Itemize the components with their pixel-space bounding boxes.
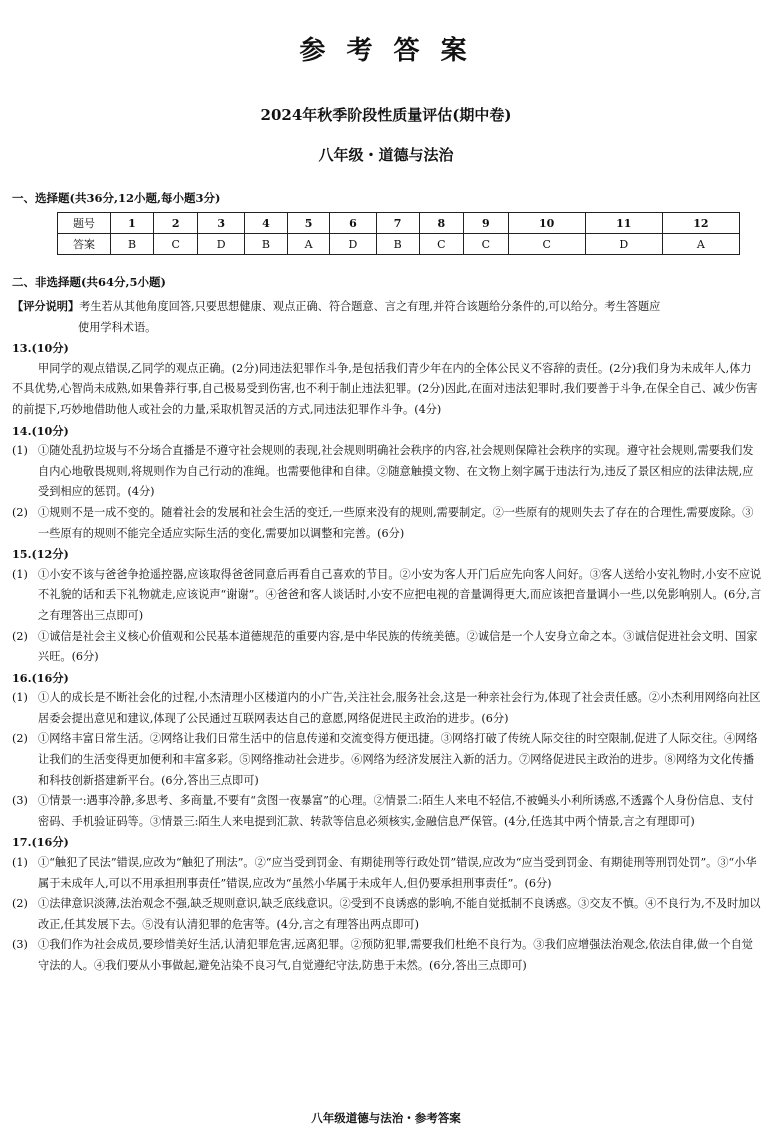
page-title: 参 考 答 案 (299, 36, 473, 66)
table-cell: 11 (585, 213, 662, 234)
question-17-part-1: (1) ①“触犯了民法”错误,应改为“触犯了刑法”。②“应当受到罚金、有期徒刑等行政处罚”错误,应改为“应当受到罚金、有期徒刑等刑罚处罚”。③“小华属于未成年人,可以不用承担刑事责任”错误,应改为“虽然小华属于未成年人,但仍要承担刑事责任”。(6分) (12, 856, 757, 890)
question-17-part-2: (2) ①法律意识淡薄,法治观念不强,缺乏规则意识,缺乏底线意识。②受到不良诱惑的影响,不能自觉抵制不良诱惑。③交友不慎。④不良行为,不及时加以改正,任其发展下去。⑤没有认清犯罪的危害等。(4分,言之有理答出两点即可) (12, 897, 761, 931)
table-cell: A (662, 234, 739, 255)
table-cell: D (330, 234, 376, 255)
table-cell: 12 (662, 213, 739, 234)
question-13-heading: 13.(10分) (12, 341, 69, 356)
table-row (58, 234, 740, 255)
table-cell: 4 (244, 213, 287, 234)
table-cell: C (419, 234, 464, 255)
table-cell: C (153, 234, 198, 255)
question-14-part-2: (2) ①规则不是一成不变的。随着社会的发展和社会生活的变迁,一些原来没有的规则,需要制定。②一些原有的规则失去了存在的合理性,需要废除。③一些原有的规则不能完全适应实际生活的变化,需要加以调整和完善。(6分) (12, 505, 754, 540)
question-17-heading: 17.(16分) (12, 835, 69, 850)
table-cell: 8 (419, 213, 464, 234)
table-cell: 2 (153, 213, 198, 234)
exam-subtitle: 2024年秋季阶段性质量评估(期中卷) (260, 106, 512, 124)
question-14-heading: 14.(10分) (12, 423, 69, 438)
page-footer: 八年级道德与法治・参考答案 (311, 1111, 461, 1125)
table-cell: A (287, 234, 329, 255)
section-heading-choice: 一、选择题(共36分,12小题,每小题3分) (12, 191, 221, 205)
table-cell: C (508, 234, 585, 255)
question-16-part-1: (1) ①人的成长是不断社会化的过程,小杰清理小区楼道内的小广告,关注社会,服务社会,这是一种亲社会行为,体现了社会责任感。②小杰利用网络向社区居委会提出意见和建议,体现了公民通过互联网表达自己的意愿,网络促进民主政治的进步。(6分) (12, 691, 761, 725)
table-cell: B (376, 234, 419, 255)
table-cell: B (244, 234, 287, 255)
table-cell: D (585, 234, 662, 255)
question-15-part-2: (2) ①诚信是社会主义核心价值观和公民基本道德规范的重要内容,是中华民族的传统美德。②诚信是一个人安身立命之本。③诚信促进社会文明、国家兴旺。(6分) (12, 629, 758, 664)
question-17-part-3: (3) ①我们作为社会成员,要珍惜美好生活,认清犯罪危害,远离犯罪。②预防犯罪,需要我们杜绝不良行为。③我们应增强法治观念,依法自律,做一个自觉守法的人。④我们要从小事做起,避免沾染不良习气,自觉遵纪守法,防患于未然。(6分,答出三点即可) (12, 938, 753, 972)
question-15-part-1: (1) ①小安不该与爸爸争抢遥控器,应该取得爸爸同意后再看自己喜欢的节目。②小安为客人开门后应先向客人问好。③客人送给小安礼物时,小安不应说不礼貌的话和丢下礼物就走,应该说声“谢谢”。④爸爸和客人谈话时,小安不应把电视的音量调得更大,而应该把音量调小一些,以免影响别人。(6分,言之有理答出三点即可) (12, 567, 762, 622)
scoring-note (12, 296, 762, 318)
scoring-note-continued: 使用学科术语。 (78, 320, 157, 334)
scoring-note-text: 考生若从其他角度回答,只要思想健康、观点正确、符合题意、言之有理,并符合该题给分条件的,可以给分。考生答题应 (79, 300, 661, 313)
table-cell: 6 (330, 213, 376, 234)
table-cell: 5 (287, 213, 329, 234)
table-cell: C (464, 234, 509, 255)
table-cell: 7 (376, 213, 419, 234)
grade-subject: 八年级・道德与法治 (318, 146, 454, 164)
table-cell: 10 (508, 213, 585, 234)
question-16-heading: 16.(16分) (12, 670, 69, 685)
question-16-part-3: (3) ①情景一:遇事冷静,多思考、多商量,不要有“贪图一夜暴富”的心理。②情景二:陌生人来电不轻信,不被蝇头小利所诱惑,不透露个人身份信息、支付密码、手机验证码等。③情景三:陌生人来电提到汇款、转款等信息必须核实,金融信息严保管。(4分,任选其中两个情景,言之有理即可) (12, 794, 754, 828)
table-cell: D (198, 234, 244, 255)
question-13-answer: 甲同学的观点错误,乙同学的观点正确。(2分)同违法犯罪作斗争,是包括我们青少年在内的全体公民义不容辞的责任。(2分)我们身为未成年人,体力不具优势,心智尚未成熟,如果鲁莽行事,自己极易受到伤害,也不利于制止违法犯罪。(2分)因此,在面对违法犯罪时,我们要善于斗争,在保全自己、减少伤害的前提下,巧妙地借助他人或社会的力量,采取机智灵活的方式,同违法犯罪作斗争。(4分) (12, 361, 758, 416)
table-row-label: 答案 (58, 234, 111, 255)
table-row-label: 题号 (58, 213, 111, 234)
section-heading-nonchoice: 二、非选择题(共64分,5小题) (12, 275, 166, 289)
question-15-heading: 15.(12分) (12, 547, 69, 562)
table-row (58, 213, 740, 234)
table-cell: B (111, 234, 154, 255)
table-cell: 9 (464, 213, 509, 234)
question-16-part-2: (2) ①网络丰富日常生活。②网络让我们日常生活中的信息传递和交流变得方便迅捷。③网络打破了传统人际交往的时空限制,促进了人际交往。④网络让我们的生活变得更加便利和丰富多彩。⑤网络推动社会进步。⑥网络为经济发展注入新的活力。⑦网络促进民主政治的进步。⑧网络为文化传播和科技创新搭建新平台。(6分,答出三点即可) (12, 732, 758, 787)
scoring-note-tag: 【评分说明】 (12, 299, 80, 313)
table-cell: 3 (198, 213, 244, 234)
answer-table (57, 212, 740, 255)
table-cell: 1 (111, 213, 154, 234)
answers-body (12, 296, 762, 977)
question-14-part-1: (1) ①随处乱扔垃圾与不分场合直播是不遵守社会规则的表现,社会规则明确社会秩序的内容,社会规则保障社会秩序的实现。遵守社会规则,需要我们发自内心地敬畏规则,将规则作为自己行动的准绳。也需要他律和自律。②随意触摸文物、在文物上刻字属于违法行为,违反了景区相应的法律法规,应受到相应的惩罚。(4分) (12, 444, 754, 499)
